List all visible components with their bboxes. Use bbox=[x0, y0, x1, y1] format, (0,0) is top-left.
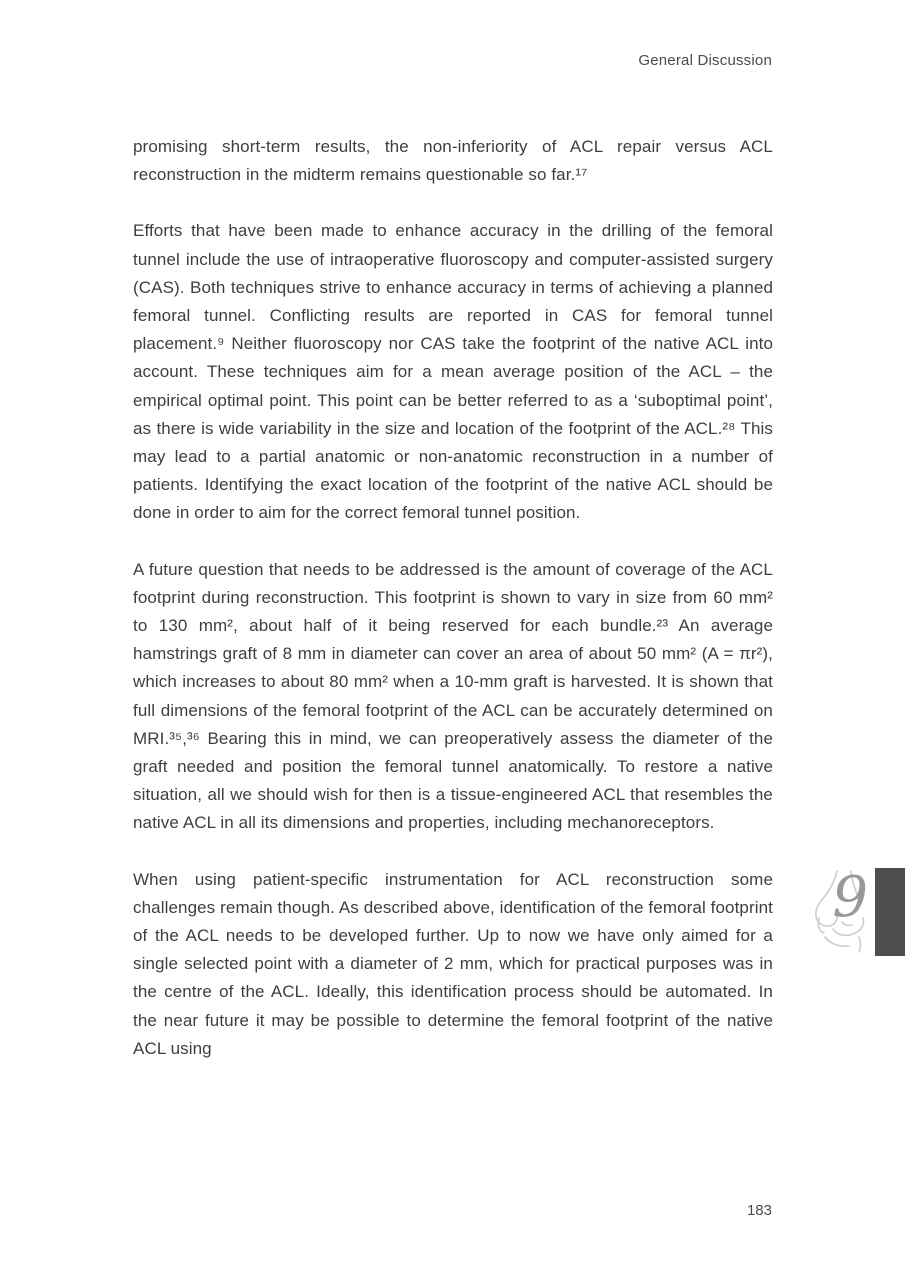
page-number: 183 bbox=[746, 1202, 772, 1219]
paragraph: A future question that needs to be addressed is the amount of coverage of the ACL footprint during reconstruction. This footprint is shown to vary in size from 60 mm² to 130 mm², about half of it being reserved for each bundle.²³ An average hamstrings graft of 8 mm in diameter can cover an area of about 50 mm² (A = πr²), which increases to about 80 mm² when a 10-mm graft is harvested. It is shown that full dimensions of the femoral footprint of the ACL can be accurately determined on MRI.³⁵,³⁶ Bearing this in mind, we can preoperatively assess the diameter of the graft needed and position the femoral tunnel anatomically. To restore a native situation, all we should wish for then is a tissue-engineered ACL that resembles the native ACL in all its dimensions and properties, including mechanoreceptors. bbox=[133, 559, 773, 833]
chapter-tab-bar bbox=[875, 868, 905, 956]
paragraph: When using patient-specific instrumentation for ACL reconstruction some challenges remain though. As described above, identification of the femoral footprint of the ACL needs to be developed further. Up to now we have only aimed for a single selected point with a diameter of 2 mm, which for practical purposes was in the centre of the ACL. Ideally, this identification process should be automated. In the near future it may be possible to determine the femoral footprint of the native ACL using bbox=[133, 869, 773, 1058]
running-header: General Discussion bbox=[638, 52, 772, 69]
paragraph: Efforts that have been made to enhance accuracy in the drilling of the femoral tunnel include the use of intraoperative fluoroscopy and computer-assisted surgery (CAS). Both techniques strive to enhance accuracy in terms of achieving a planned femoral tunnel. Conflicting results are reported in CAS for femoral tunnel placement.⁹ Neither fluoroscopy nor CAS take the footprint of the native ACL into account. These techniques aim for a mean average position of the ACL – the empirical optimal point. This point can be better referred to as a ‘suboptimal point’, as there is wide variability in the size and location of the footprint of the ACL.²⁸ This may lead to a partial anatomic or non-anatomic reconstruction in a number of patients. Identifying the exact location of the footprint of the native ACL should be done in order to aim for the correct femoral tunnel position. bbox=[133, 221, 773, 523]
chapter-marker bbox=[785, 866, 905, 958]
chapter-number: 9 bbox=[832, 865, 868, 930]
body-text bbox=[133, 133, 773, 1091]
paragraph: promising short-term results, the non-inferiority of ACL repair versus ACL reconstruction in the midterm remains questionable so far.¹⁷ bbox=[133, 137, 773, 185]
